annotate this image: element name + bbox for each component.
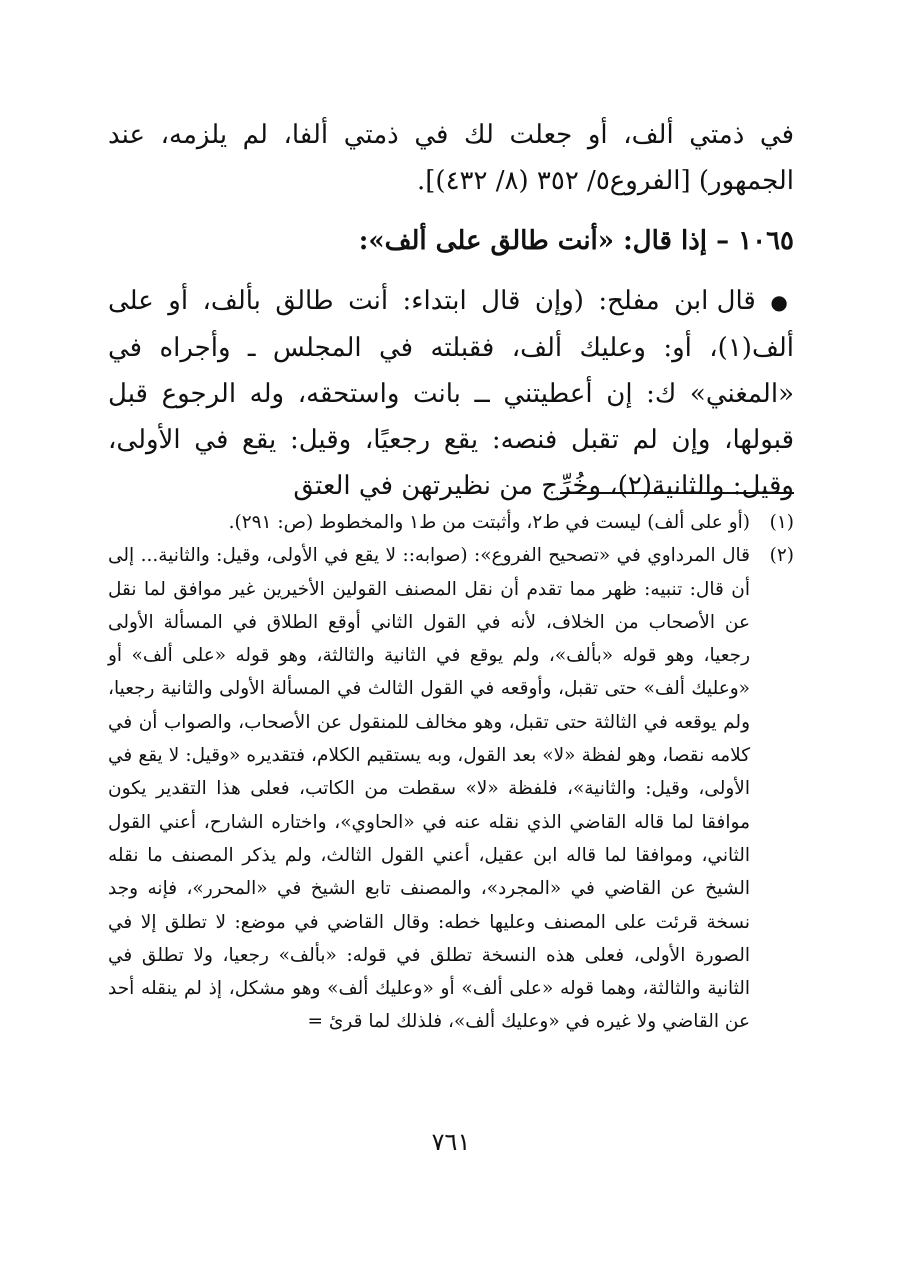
book-page bbox=[108, 0, 794, 1271]
footnote-marker: (٢) bbox=[769, 545, 794, 567]
bullet-icon: ● bbox=[770, 290, 795, 314]
footnote-text: (أو على ألف) ليست في ط٢، وأثبتت من ط١ والمخطوط (ص: ٢٩١). bbox=[228, 512, 750, 533]
quote-text: قال ابن مفلح: (وإن قال ابتداء: أنت طالق بألف، أو على ألف(١)، أو: وعليك ألف، فقبلته في المجلس ـ وأجراه في «المغني» ك: إن أعطيتني ــ بانت واستحقه، وله الرجوع قبل قبولها، وإن لم تقبل فنصه: يقع رجعيًا، وقيل: يقع في الأولى، وقيل: والثانية(٢)، وخُرِّج من نظيرتهن في العتق bbox=[108, 286, 794, 501]
section-heading bbox=[108, 218, 794, 264]
paragraph-quote bbox=[108, 278, 794, 509]
footnote-1 bbox=[108, 506, 794, 539]
main-text bbox=[108, 112, 794, 509]
footnote-divider bbox=[560, 492, 794, 494]
section-title: إذا قال: «أنت طالق على ألف»: bbox=[358, 226, 708, 256]
page-number: ٧٦١ bbox=[431, 1128, 471, 1156]
footnotes bbox=[108, 506, 794, 1039]
section-number: ١٠٦٥ – bbox=[716, 226, 794, 256]
footnote-text: قال المرداوي في «تصحيح الفروع»: (صوابه:: لا يقع في الأولى، وقيل: والثانية... إلى أن قال: تنبيه: ظهر مما تقدم أن نقل المصنف القولين الأخيرين غير موافق لما نقل عن الأصحاب من الخلاف، لأنه في القول الثاني أوقع الطلاق في المسألة الأولى رجعيا، وهو قوله «بألف»، ولم يوقع في الثانية والثالثة، وهو قوله «على ألف» أو «وعليك ألف» حتى تقبل، وأوقعه في القول الثالث في المسألة الأولى والثانية رجعيا، ولم يوقعه في الثالثة حتى تقبل، وهو مخالف للمنقول عن الأصحاب، والصواب أن في كلامه نقصا، وهو لفظة «لا» بعد القول، وبه يستقيم الكلام، فتقديره «وقيل: لا يقع في الأولى، وقيل: والثانية»، فلفظة «لا» سقطت من الكاتب، فعلى هذا التقدير يكون موافقا لما قاله القاضي الذي نقله عنه في «الحاوي»، واختاره الشارح، أعني القول الثاني، وموافقا لما قاله ابن عقيل، أعني القول الثالث، ولم يذكر المصنف ما نقله الشيخ عن القاضي في «المجرد»، والمصنف تابع الشيخ في «المحرر»، فإنه وجد نسخة قرئت على المصنف وعليها خطه: وقال القاضي في موضع: لا تطلق إلا في الصورة الأولى، فعلى هذه النسخة تطلق في قوله: «بألف» رجعيا، ولا تطلق في الثانية والثالثة، وهما قوله «على ألف» أو «وعليك ألف» وهو مشكل، إذ لم ينقله أحد عن القاضي ولا غيره في «وعليك ألف»، فلذلك لما قرئ = bbox=[108, 545, 750, 1033]
footnote-2 bbox=[108, 539, 794, 1038]
paragraph-continuation: في ذمتي ألف، أو جعلت لك في ذمتي ألفا، لم يلزمه، عند الجمهور) [الفروع٥/ ٣٥٢ (٨/ ٤٣٢)]. bbox=[108, 120, 794, 196]
footnote-marker: (١) bbox=[769, 512, 794, 533]
